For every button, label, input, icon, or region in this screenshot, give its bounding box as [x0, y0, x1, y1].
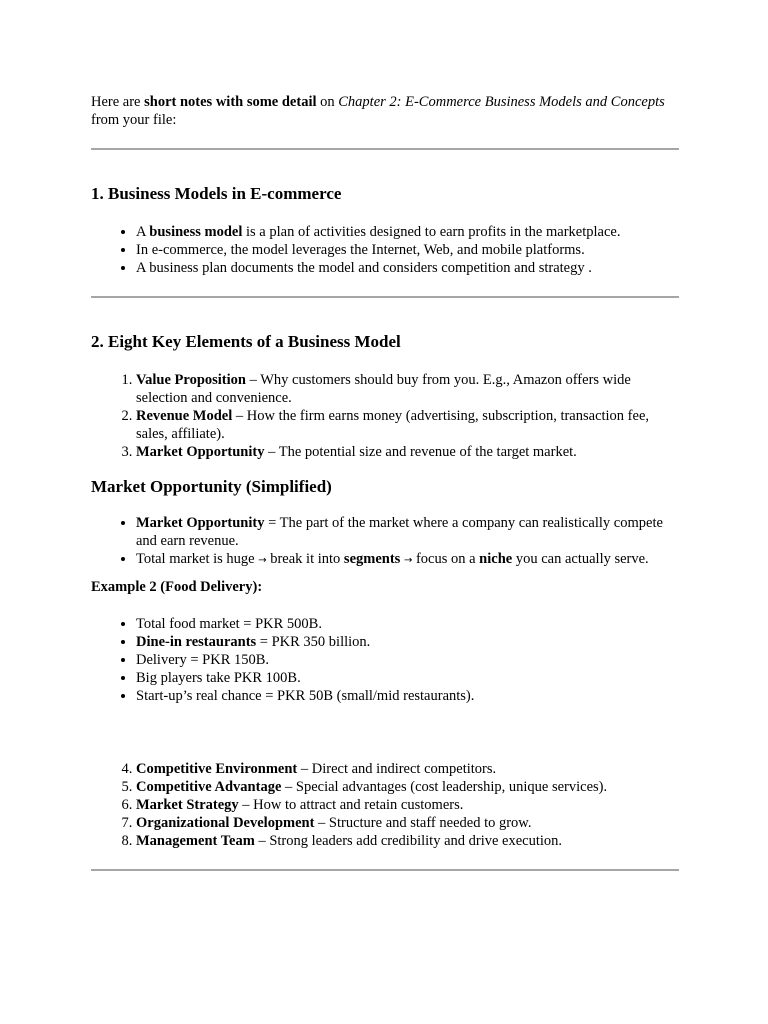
list-item: 3. Market Opportunity – The potential size and revenue of the target market. — [136, 443, 679, 461]
intro-bold: short notes with some detail — [144, 94, 317, 110]
list-item: 1. Value Proposition – Why customers should buy from you. E.g., Amazon offers wide selection and convenience. — [136, 371, 679, 407]
list-item: • Delivery = PKR 150B. — [136, 651, 679, 669]
divider — [91, 869, 679, 871]
chapter-title: Chapter 2: E-Commerce Business Models and Concepts — [338, 94, 665, 110]
arrow-right-icon: → — [258, 555, 267, 566]
business-models-list — [91, 223, 679, 277]
document-page — [91, 93, 679, 871]
intro-paragraph: Here are short notes with some detail on Chapter 2: E-Commerce Business Models and Concepts from your file: — [91, 94, 665, 128]
list-item: • Dine-in restaurants = PKR 350 billion. — [136, 633, 679, 651]
list-item: • A business model is a plan of activities designed to earn profits in the marketplace. — [136, 223, 679, 241]
remaining-elements-list — [91, 760, 679, 850]
list-item: • Start-up’s real chance = PKR 50B (small/mid restaurants). — [136, 687, 679, 705]
section-heading-business-models: 1. Business Models in E-commerce — [91, 184, 342, 203]
subheading-market-opportunity: Market Opportunity (Simplified) — [91, 477, 332, 496]
arrow-right-icon: → — [403, 555, 413, 566]
section-heading-key-elements: 2. Eight Key Elements of a Business Model — [91, 332, 401, 351]
divider — [91, 148, 679, 150]
list-item: 8. Management Team – Strong leaders add credibility and drive execution. — [136, 832, 679, 850]
list-item: 7. Organizational Development – Structure and staff needed to grow. — [136, 814, 679, 832]
list-item: • Market Opportunity = The part of the market where a company can realistically compete and earn revenue. — [136, 514, 679, 550]
list-item: • In e-commerce, the model leverages the Internet, Web, and mobile platforms. — [136, 241, 679, 259]
list-item: 2. Revenue Model – How the firm earns money (advertising, subscription, transaction fee, sales, affiliate). — [136, 407, 679, 443]
divider — [91, 296, 679, 298]
key-elements-list — [91, 371, 679, 461]
list-item: • A business plan documents the model and considers competition and strategy . — [136, 259, 679, 277]
list-item: • Total market is huge → break it into segments → focus on a niche you can actually serve. — [136, 550, 679, 570]
market-opportunity-list — [91, 514, 679, 570]
food-delivery-list — [91, 615, 679, 705]
list-item: 4. Competitive Environment – Direct and indirect competitors. — [136, 760, 679, 778]
list-item: • Big players take PKR 100B. — [136, 669, 679, 687]
list-item: 5. Competitive Advantage – Special advantages (cost leadership, unique services). — [136, 778, 679, 796]
list-item: • Total food market = PKR 500B. — [136, 615, 679, 633]
list-item: 6. Market Strategy – How to attract and retain customers. — [136, 796, 679, 814]
example-heading: Example 2 (Food Delivery): — [91, 579, 263, 595]
